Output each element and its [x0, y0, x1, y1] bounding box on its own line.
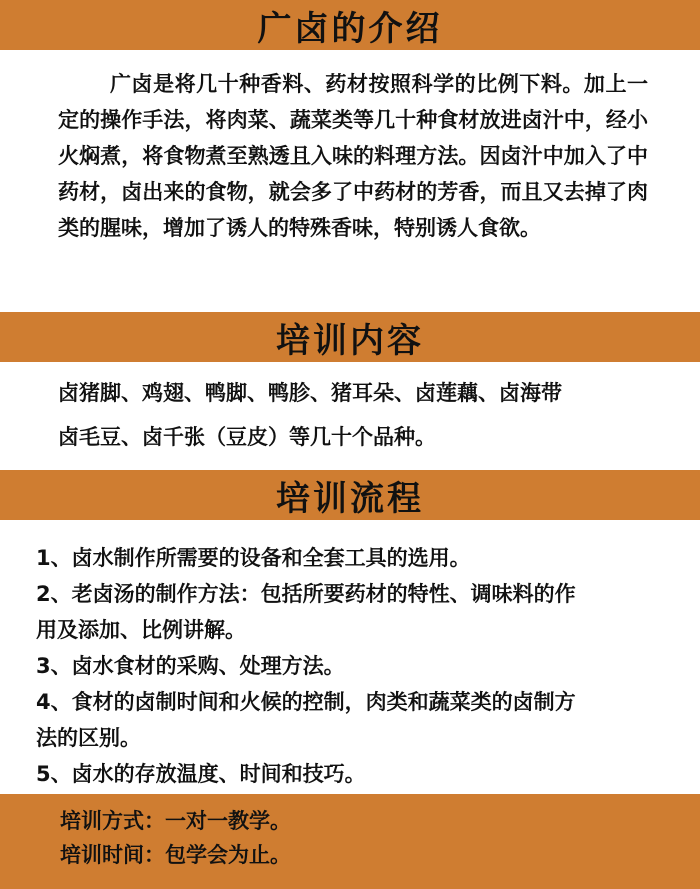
process-heading: 培训流程 — [276, 478, 424, 519]
content-heading: 培训内容 — [276, 320, 424, 361]
process-heading-band — [0, 470, 700, 520]
content-heading-band — [0, 312, 700, 362]
content-section — [0, 371, 700, 463]
process-item-continued: 法的区别。 — [36, 726, 141, 750]
intro-heading-band — [0, 0, 700, 50]
process-item: 5、卤水的存放温度、时间和技巧。 — [36, 762, 366, 786]
process-item-continued: 用及添加、比例讲解。 — [36, 618, 246, 642]
process-item: 1、卤水制作所需要的设备和全套工具的选用。 — [36, 546, 471, 570]
training-method: 培训方式：一对一教学。 — [60, 809, 291, 833]
process-item: 3、卤水食材的采购、处理方法。 — [36, 654, 345, 678]
footer-band — [0, 794, 700, 889]
process-item: 2、老卤汤的制作方法：包括所要药材的特性、调味料的作 — [36, 582, 576, 606]
intro-heading: 广卤的介绍 — [257, 8, 443, 49]
content-line: 卤猪脚、鸡翅、鸭脚、鸭胗、猪耳朵、卤莲藕、卤海带 — [58, 381, 562, 405]
process-section — [0, 540, 700, 785]
training-duration: 培训时间：包学会为止。 — [60, 843, 291, 867]
process-item: 4、食材的卤制时间和火候的控制，肉类和蔬菜类的卤制方 — [36, 690, 576, 714]
intro-section — [0, 66, 700, 302]
intro-paragraph: 广卤是将几十种香料、药材按照科学的比例下料。加上一定的操作手法，将肉菜、蔬菜类等几十种食材放进卤汁中，经小火焖煮，将食物煮至熟透且入味的料理方法。因卤汁中加入了中药材，卤出来的食物，就会多了中药材的芳香，而且又去掉了肉类的腥味，增加了诱人的特殊香味，特别诱人食欲。 — [58, 72, 648, 240]
content-line: 卤毛豆、卤千张（豆皮）等几十个品种。 — [58, 425, 436, 449]
